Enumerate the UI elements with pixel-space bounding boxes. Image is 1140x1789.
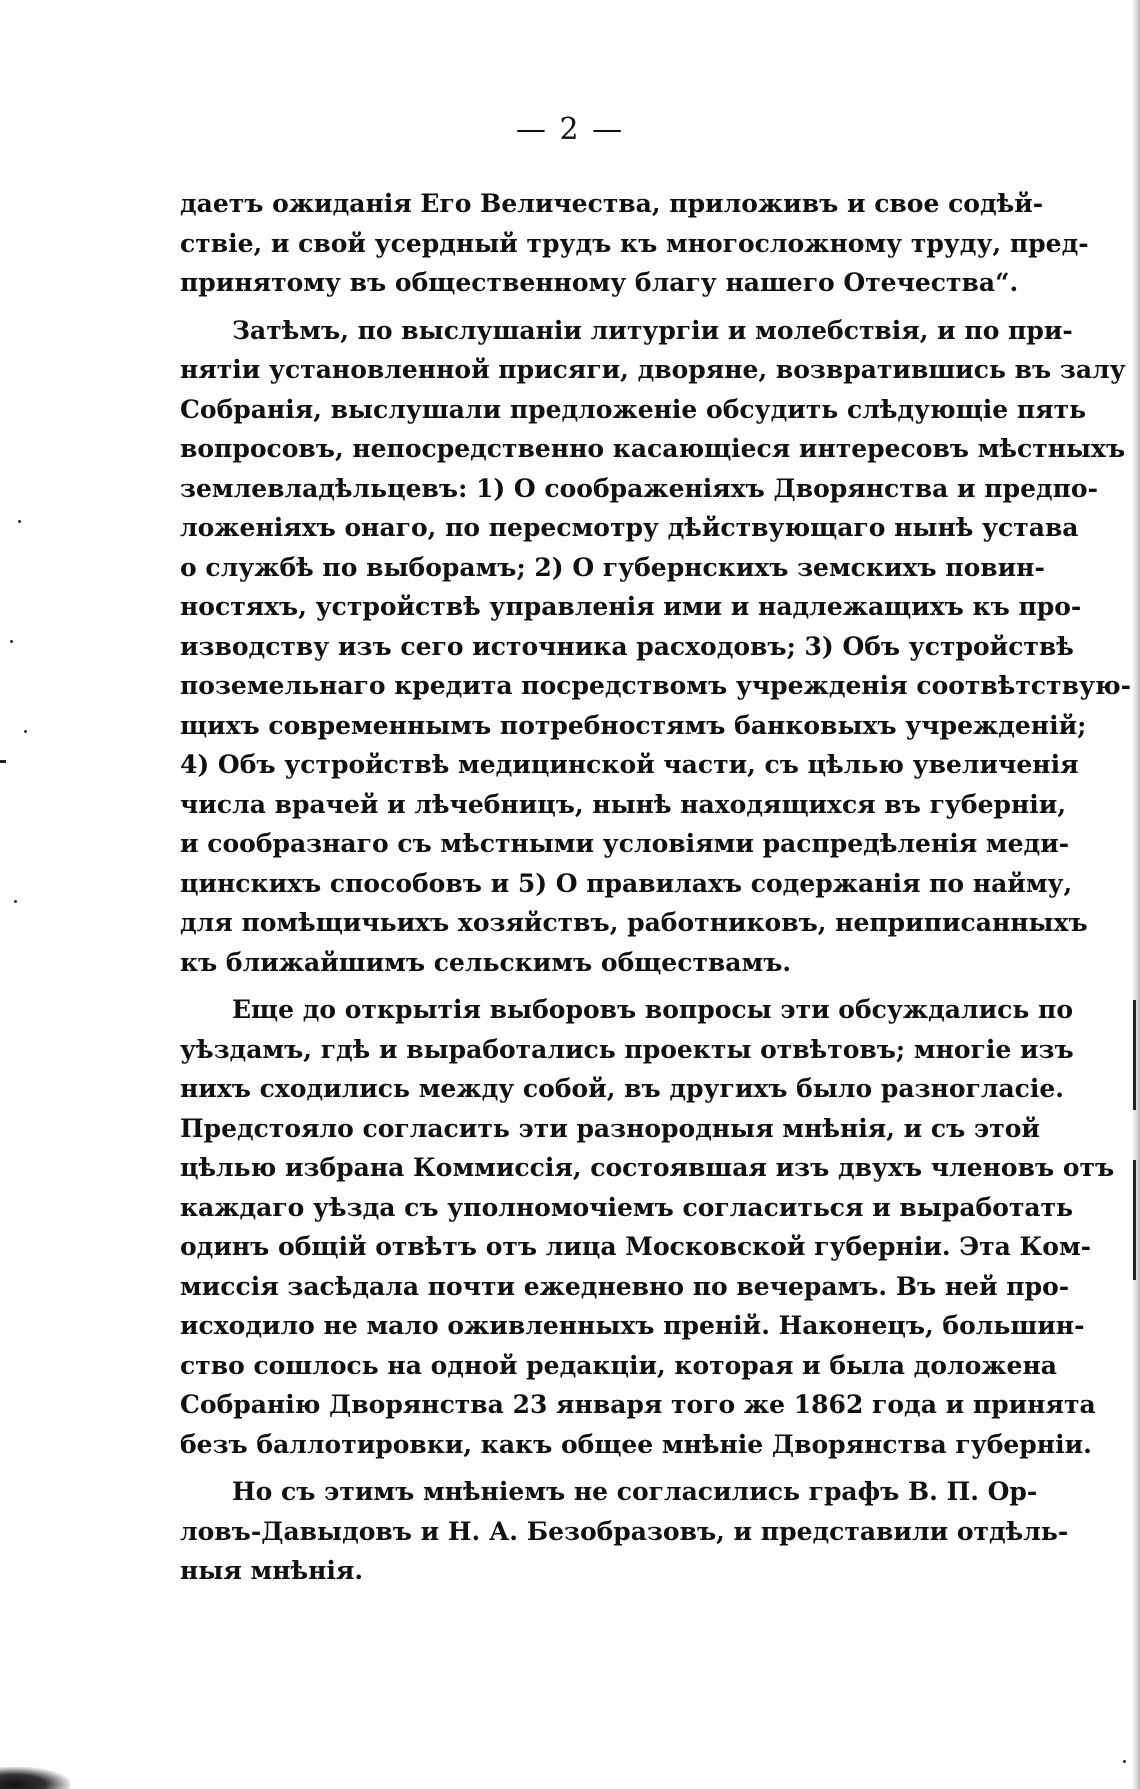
text-line: ностяхъ, устройствѣ управленія ими и надлежащихъ къ про- [180, 592, 1082, 621]
text-line: Но съ этимъ мнѣніемъ не согласились графъ В. П. Ор- [232, 1477, 1038, 1506]
text-line: Предстояло согласить эти разнородныя мнѣнія, и съ этой [180, 1113, 1040, 1143]
paragraph-2 [180, 311, 1131, 983]
text-line: къ ближайшимъ сельскимъ обществамъ. [180, 947, 792, 977]
scan-speck [24, 730, 27, 733]
paragraph-3 [180, 990, 1115, 1464]
text-line: числа врачей и лѣчебницъ, нынѣ находящихся въ губерніи, [180, 789, 1067, 819]
text-line: землевладѣльцевъ: 1) О соображеніяхъ Дворянства и предпо- [180, 473, 1098, 503]
text-line: о службѣ по выборамъ; 2) О губернскихъ земскихъ повин- [180, 552, 1045, 582]
text-line: щихъ современнымъ потребностямъ банковыхъ учрежденій; [180, 710, 1087, 740]
text-line: ловъ-Давыдовъ и Н. А. Безобразовъ, и представили отдѣль- [180, 1516, 1069, 1546]
text-line: ныя мнѣнія. [180, 1556, 364, 1585]
text-line: 4) Объ устройствѣ медицинской части, съ цѣлью увеличенія [180, 750, 1079, 779]
text-line: нихъ сходились между собой, въ другихъ было разногласіе. [180, 1074, 1064, 1103]
text-line: Еще до открытія выборовъ вопросы эти обсуждались по [232, 995, 1074, 1024]
text-line: принятому въ общественному благу нашего Отечества“. [180, 268, 1019, 297]
scan-mark [1133, 1000, 1136, 1110]
text-line: нятіи установленной присяги, дворяне, возвратившись въ залу [180, 355, 1126, 384]
text-line: Затѣмъ, по выслушаніи литургіи и молебствія, и по при- [232, 315, 1073, 345]
text-line: поземельнаго кредита посредствомъ учрежденія соотвѣтствую- [180, 671, 1131, 700]
paragraph-4 [180, 1472, 1069, 1591]
text-line: изводству изъ сего источника расходовъ; 3) Объ устройствѣ [180, 631, 1074, 661]
scan-smudge [0, 1767, 70, 1789]
text-line: ложеніяхъ онаго, по пересмотру дѣйствующаго нынѣ устава [180, 513, 1079, 542]
text-line: и сообразнаго съ мѣстными условіями распредѣленія меди- [180, 829, 1070, 858]
text-line: Собранія, выслушали предложеніе обсудить слѣдующіе пять [180, 394, 1087, 424]
text-line: для помѣщичьихъ хозяйствъ, работниковъ, неприписанныхъ [180, 908, 1088, 937]
text-line: Собранію Дворянства 23 января того же 1862 года и принята [180, 1390, 1096, 1419]
text-line: безъ баллотировки, какъ общее мнѣніе Дворянства губерніи. [180, 1429, 1092, 1459]
text-line: цинскихъ способовъ и 5) О правилахъ содержанія по найму, [180, 868, 1073, 898]
scan-speck [18, 520, 21, 523]
text-line: вопросовъ, непосредственно касающіеся интересовъ мѣстныхъ [180, 434, 1126, 463]
paragraph-1 [180, 184, 1089, 303]
text-line: уѣздамъ, гдѣ и выработались проекты отвѣтовъ; многіе изъ [180, 1034, 1074, 1064]
scan-mark [1133, 1160, 1136, 1280]
scan-speck [10, 640, 13, 643]
page-number: — 2 — [515, 112, 625, 147]
text-line: цѣлью избрана Коммиссія, состоявшая изъ двухъ членовъ отъ [180, 1153, 1115, 1182]
body-text [180, 184, 1131, 1599]
text-line: одинъ общій отвѣтъ отъ лица Московской губерніи. Эта Ком- [180, 1232, 1092, 1261]
text-line: ствіе, и свой усердный трудъ къ многосложному труду, пред- [180, 228, 1089, 258]
scan-speck [14, 900, 17, 903]
text-line: миссія засѣдала почти ежедневно по вечерамъ. Въ ней про- [180, 1271, 1070, 1301]
text-line: каждаго уѣзда съ уполномочіемъ согласиться и выработать [180, 1192, 1074, 1222]
page-edge-shadow [1132, 0, 1140, 1789]
text-line: ство сошлось на одной редакціи, которая и была доложена [180, 1350, 1057, 1380]
scan-mark [0, 760, 6, 763]
text-line: исходило не мало оживленныхъ преній. Наконецъ, большин- [180, 1311, 1085, 1340]
scan-speck [1123, 1760, 1126, 1763]
text-line: даетъ ожиданія Его Величества, приложивъ и свое содѣй- [180, 189, 1044, 218]
